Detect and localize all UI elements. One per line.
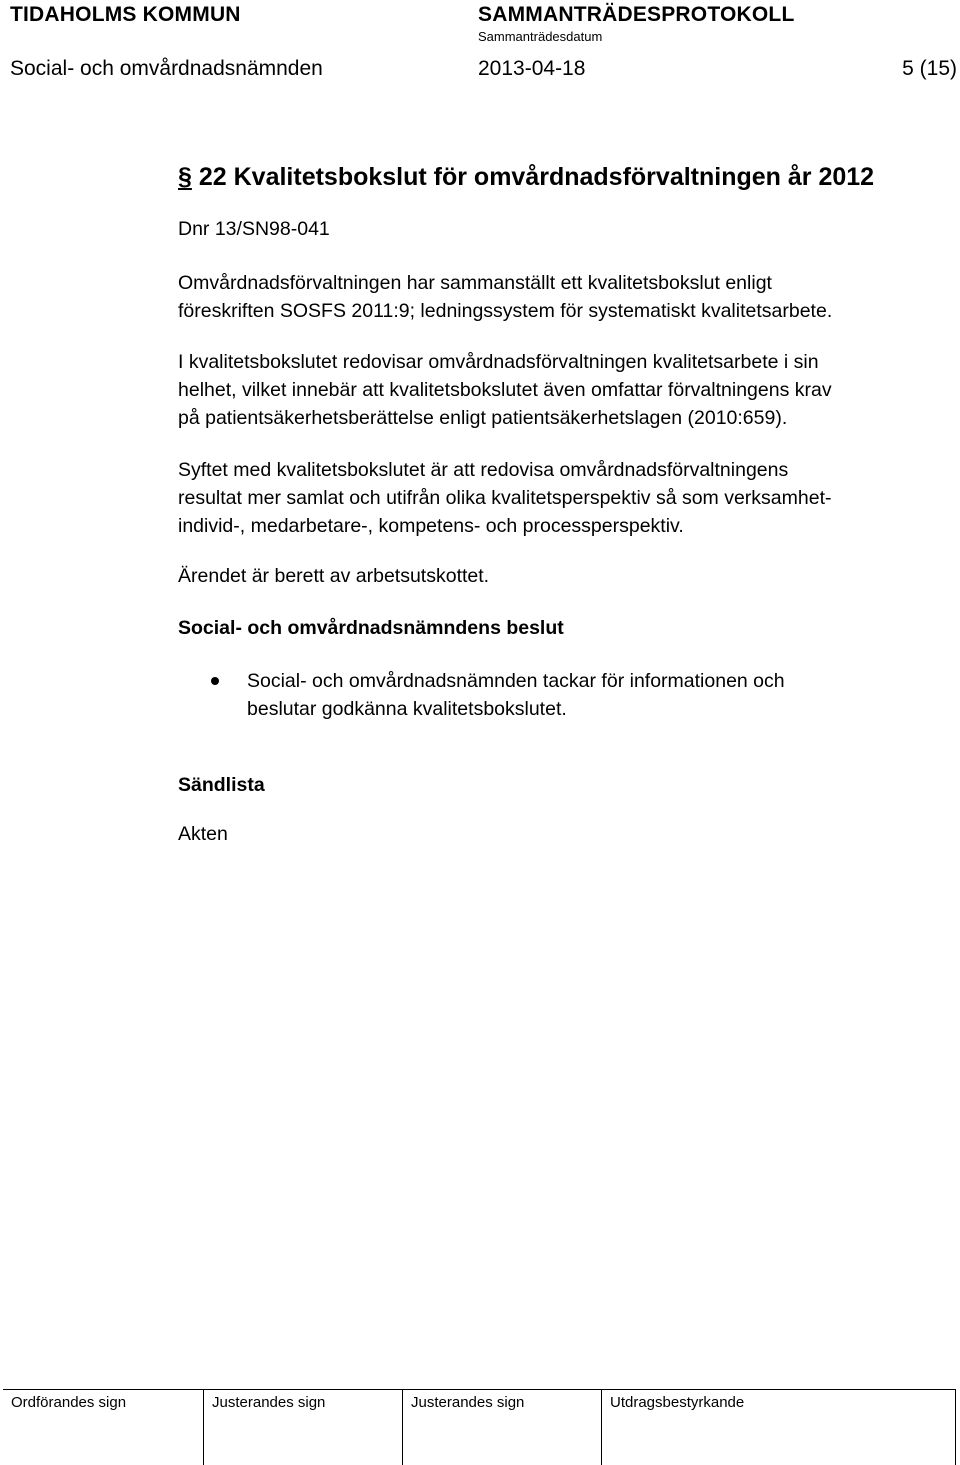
page-number: 5 (15) xyxy=(902,57,957,80)
signature-label: Ordförandes sign xyxy=(11,1394,127,1411)
text-line: på patientsäkerhetsberättelse enligt patientsäkerhetslagen (2010:659). xyxy=(178,407,788,429)
decision-heading: Social- och omvårdnadsnämndens beslut xyxy=(178,617,564,639)
signature-label: Justerandes sign xyxy=(212,1394,326,1411)
section-title: 22 Kvalitetsbokslut för omvårdnadsförvaltningen år 2012 xyxy=(198,163,875,191)
text-line: Social- och omvårdnadsnämnden tackar för informationen och xyxy=(247,670,785,692)
text-line: Omvårdnadsförvaltningen har sammanställt ett kvalitetsbokslut enligt xyxy=(178,272,772,294)
meeting-date-label: Sammanträdesdatum xyxy=(478,29,603,44)
paragraph-purpose xyxy=(178,456,832,540)
text-line: beslutar godkänna kvalitetsbokslutet. xyxy=(247,698,567,720)
list-item xyxy=(178,667,785,723)
signature-cell-adjuster-2 xyxy=(402,1390,601,1465)
distribution-heading: Sändlista xyxy=(178,774,265,796)
signature-cell-adjuster-1 xyxy=(203,1390,402,1465)
bullet-icon xyxy=(211,677,219,685)
signature-table xyxy=(3,1389,956,1465)
text-line: individ-, medarbetare-, kompetens- och processperspektiv. xyxy=(178,515,684,537)
signature-label: Justerandes sign xyxy=(411,1394,525,1411)
registration-number: Dnr 13/SN98-041 xyxy=(178,218,330,240)
text-line: resultat mer samlat och utifrån olika kvalitetsperspektiv så som verksamhet- xyxy=(178,487,832,509)
distribution-recipient: Akten xyxy=(178,823,228,845)
text-line: helhet, vilket innebär att kvalitetsbokslutet även omfattar förvaltningens krav xyxy=(178,379,832,401)
text-line: Ärendet är berett av arbetsutskottet. xyxy=(178,565,490,587)
section-mark: § xyxy=(178,163,192,191)
signature-label: Utdragsbestyrkande xyxy=(610,1394,745,1411)
signature-cell-chair xyxy=(3,1390,203,1465)
document-type: SAMMANTRÄDESPROTOKOLL xyxy=(478,3,795,26)
paragraph-summary xyxy=(178,269,832,325)
paragraph-preparation xyxy=(178,562,489,590)
decision-list xyxy=(178,667,785,723)
signature-cell-certifier xyxy=(601,1390,956,1465)
paragraph-scope xyxy=(178,348,832,432)
text-line: I kvalitetsbokslutet redovisar omvårdnadsförvaltningen kvalitetsarbete i sin xyxy=(178,351,819,373)
organization-name: TIDAHOLMS KOMMUN xyxy=(10,3,241,26)
committee-name: Social- och omvårdnadsnämnden xyxy=(10,57,323,80)
text-line: Syftet med kvalitetsbokslutet är att redovisa omvårdnadsförvaltningens xyxy=(178,459,789,481)
section-heading xyxy=(178,163,874,192)
meeting-date: 2013-04-18 xyxy=(478,57,586,80)
text-line: föreskriften SOSFS 2011:9; ledningssystem för systematiskt kvalitetsarbete. xyxy=(178,300,833,322)
